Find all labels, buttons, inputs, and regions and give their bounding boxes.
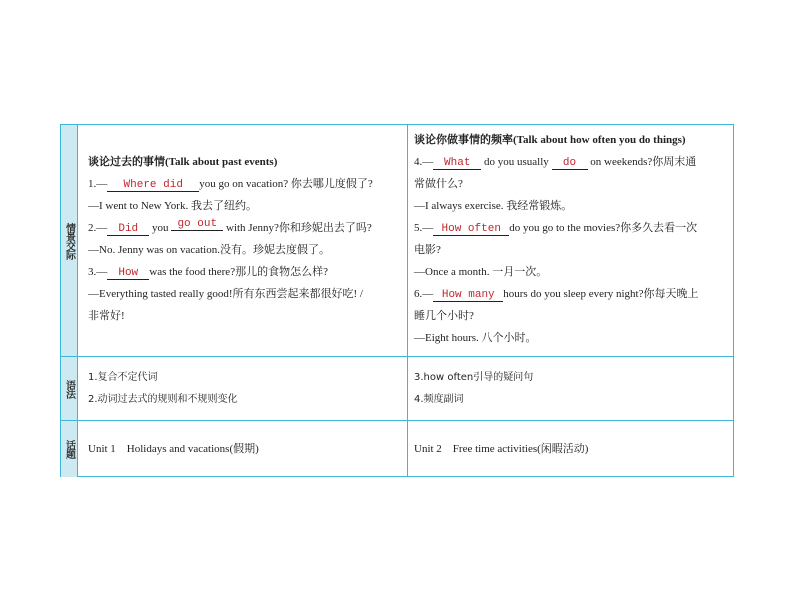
row-label-topic: 话题 [61, 421, 78, 477]
answer-blank: Did [107, 223, 149, 236]
question-4-cont: 常做什么? [414, 178, 463, 190]
question-1: 1.— Where did you go on vacation? 你去哪儿度假了? [88, 178, 373, 191]
grammar-point: 1.复合不定代词 [88, 371, 158, 383]
question-3: 3.— How was the food there?那儿的食物怎么样? [88, 266, 328, 279]
question-4: 4.— What do you usually do on weekends?你周末通 [414, 156, 697, 169]
frequency-cell [408, 125, 733, 356]
answer-blank: Where did [107, 179, 199, 192]
answer-blank: do [552, 157, 588, 170]
answer-1: —I went to New York. 我去了纽约。 [88, 200, 257, 212]
question-5-cont: 电影? [414, 244, 441, 256]
topic-right-cell [408, 421, 733, 477]
row-label-situational: 情景交际 [61, 125, 78, 356]
answer-4: —I always exercise. 我经常锻炼。 [414, 200, 573, 212]
answer-2: —No. Jenny was on vacation.没有。珍妮去度假了。 [88, 244, 330, 256]
cell-heading: 谈论你做事情的频率(Talk about how often you do things) [414, 134, 686, 146]
grammar-row [61, 357, 733, 421]
topic-row [61, 421, 733, 477]
answer-blank: How often [433, 223, 509, 236]
row-label-grammar: 语法 [61, 357, 78, 420]
answer-blank: How many [433, 289, 503, 302]
grammar-point: 4.频度副词 [414, 393, 464, 405]
topic-left-cell [78, 421, 408, 477]
grammar-right-cell [408, 357, 733, 420]
question-2: 2.— Did you go out with Jenny?你和珍妮出去了吗? [88, 218, 372, 235]
situational-row [61, 125, 733, 357]
answer-5: —Once a month. 一月一次。 [414, 266, 548, 278]
answer-3: —Everything tasted really good!所有东西尝起来都很好吃! / [88, 288, 363, 300]
question-5: 5.— How often do you go to the movies?你多久去看一次 [414, 222, 698, 235]
answer-blank: What [433, 157, 481, 170]
question-6: 6.— How many hours do you sleep every night?你每天晚上 [414, 288, 699, 301]
grammar-point: 3.how often引导的疑问句 [414, 371, 534, 383]
past-events-cell [78, 125, 408, 356]
grammar-left-cell [78, 357, 408, 420]
summary-table [60, 124, 734, 477]
answer-blank: go out [171, 218, 223, 231]
unit-topic: Unit 2 Free time activities(闲暇活动) [414, 443, 589, 455]
answer-3-cont: 非常好! [88, 310, 125, 322]
answer-blank: How [107, 267, 149, 280]
cell-heading: 谈论过去的事情(Talk about past events) [88, 156, 278, 168]
unit-topic: Unit 1 Holidays and vacations(假期) [88, 443, 259, 455]
grammar-point: 2.动词过去式的规则和不规则变化 [88, 393, 238, 405]
answer-6: —Eight hours. 八个小时。 [414, 332, 537, 344]
question-6-cont: 睡几个小时? [414, 310, 474, 322]
